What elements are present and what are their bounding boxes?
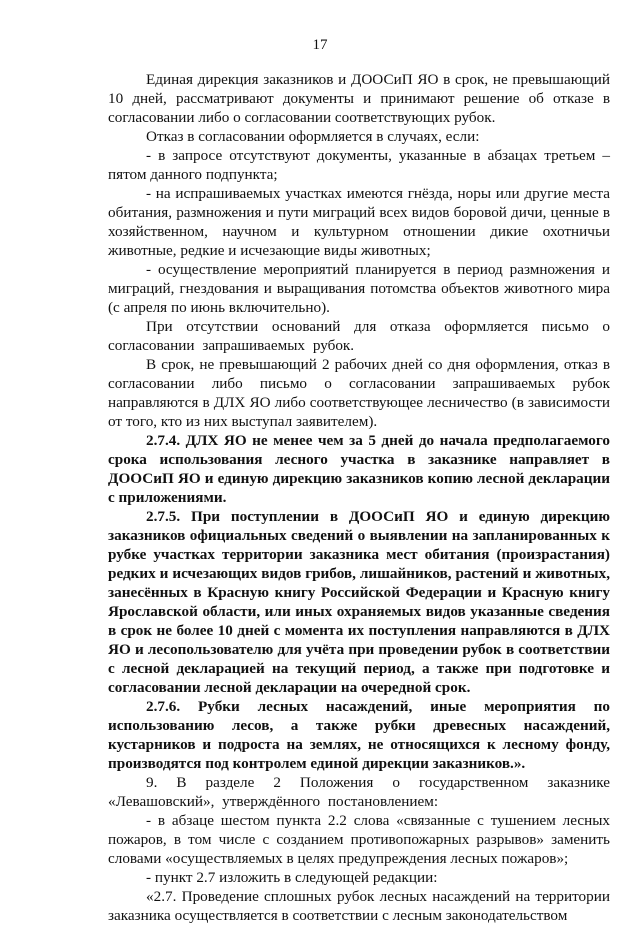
page-number: 17	[312, 37, 328, 53]
paragraph: - в запросе отсутствуют документы, указанные в абзацах третьем – пятом данного подпункта;	[108, 147, 610, 183]
paragraph: 2.7.6. Рубки лесных насаждений, иные мероприятия по использованию лесов, а также рубки древесных насаждений, кустарников и подроста на землях, не относящихся к лесному фонду, производятся под контролем единой дирекции заказников.».	[108, 698, 610, 772]
paragraph: 2.7.4. ДЛХ ЯО не менее чем за 5 дней до начала предполагаемого срока использования лесного участка в заказнике направляет в ДООСиП ЯО и единую дирекцию заказников копию лесной декларации с приложениями.	[108, 432, 610, 506]
paragraph: Отказ в согласовании оформляется в случаях, если:	[146, 128, 480, 145]
document-body	[108, 70, 610, 925]
paragraph: - в абзаце шестом пункта 2.2 слова «связанные с тушением лесных пожаров, в том числе с созданием противопожарных разрывов» заменить словами «осуществляемых в целях предупреждения лесных пожаров»;	[108, 812, 610, 867]
paragraph: 9. В разделе 2 Положения о государственном заказнике «Левашовский», утверждённого постановлением:	[108, 774, 610, 810]
paragraph: В срок, не превышающий 2 рабочих дней со дня оформления, отказ в согласовании либо письмо о согласовании запрашиваемых рубок направляются в ДЛХ ЯО либо соответствующее лесничество (в зависимости от того, кто из них выступал заявителем).	[108, 356, 610, 430]
paragraph: - на испрашиваемых участках имеются гнёзда, норы или другие места обитания, размножения и пути миграций всех видов боровой дичи, ценные в хозяйственном, научном и культурном отношении дикие охотничьи животные, редкие и исчезающие виды животных;	[108, 185, 610, 259]
paragraph: При отсутствии оснований для отказа оформляется письмо о согласовании запрашиваемых рубок.	[108, 318, 610, 354]
paragraph: - осуществление мероприятий планируется в период размножения и миграций, гнездования и выращивания потомства объектов животного мира (с апреля по июнь включительно).	[108, 261, 610, 316]
paragraph: - пункт 2.7 изложить в следующей редакции:	[146, 869, 438, 886]
paragraph: «2.7. Проведение сплошных рубок лесных насаждений на территории заказника осуществляется в соответствии с лесным законодательством	[108, 888, 610, 924]
paragraph: 2.7.5. При поступлении в ДООСиП ЯО и единую дирекцию заказников официальных сведений о выявлении на запланированных к рубке участках территории заказника мест обитания (произрастания) редких и исчезающих видов грибов, лишайников, растений и животных, занесённых в Красную книгу Российской Федерации и Красную книгу Ярославской области, или иных охраняемых видов указанные сведения в срок не более 10 дней с момента их поступления направляются в ДЛХ ЯО и лесопользователю для учёта при проведении рубок в соответствии с лесной декларацией на текущий период, а также при подготовке и согласовании лесной декларации на очередной срок.	[108, 508, 610, 696]
paragraph: Единая дирекция заказников и ДООСиП ЯО в срок, не превышающий 10 дней, рассматривают документы и принимают решение об отказе в согласовании либо о согласовании соответствующих рубок.	[108, 71, 610, 126]
